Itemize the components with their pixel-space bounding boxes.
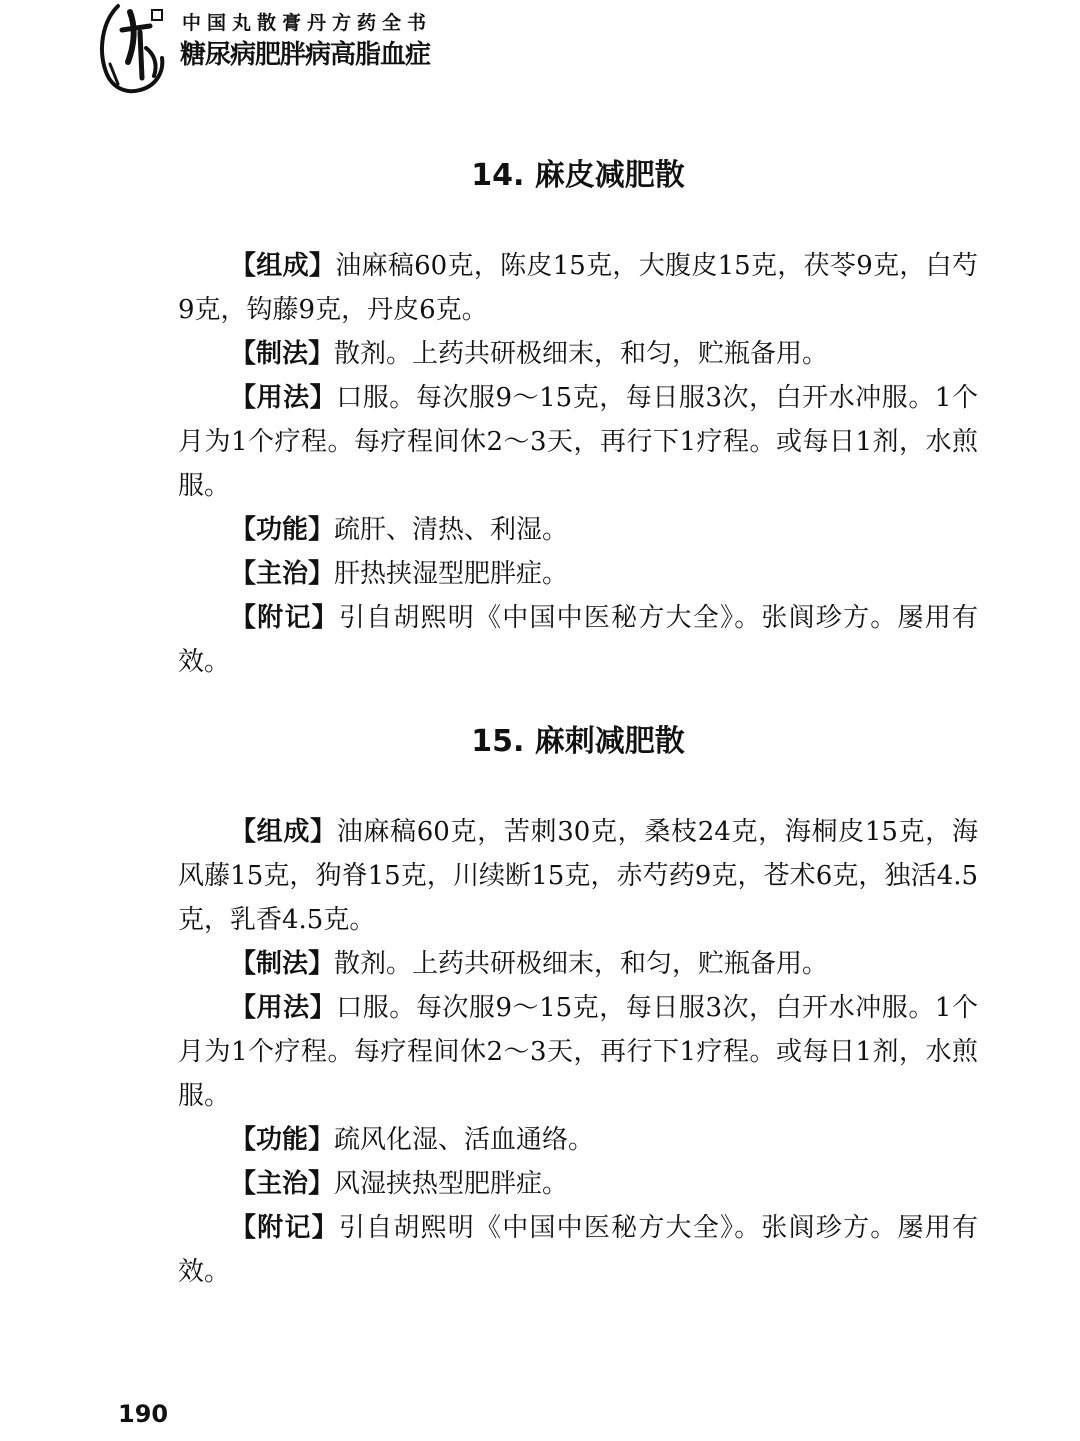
paragraph-label: 【组成】	[230, 251, 336, 281]
book-series-title: 中国丸散膏丹方药全书	[182, 12, 433, 34]
paragraph-label: 【功能】	[230, 1125, 335, 1155]
paragraph-function	[178, 508, 978, 552]
paragraph-function	[178, 1118, 978, 1162]
paragraph-label: 【主治】	[230, 559, 335, 589]
paragraph-text: 散剂。上药共研极细末，和匀，贮瓶备用。	[334, 339, 829, 369]
paragraph-preparation	[178, 942, 978, 986]
formula-section	[178, 720, 978, 1294]
paragraph-text: 油麻稿60克，苦刺30克，桑枝24克，海桐皮15克，海风藤15克，狗脊15克，川续断15克，赤芍药9克，苍术6克，独活4.5克，乳香4.5克。	[178, 817, 978, 935]
paragraph-label: 【功能】	[230, 515, 335, 545]
paragraph-label: 【制法】	[230, 339, 335, 369]
paragraph-label: 【附记】	[230, 603, 339, 633]
paragraph-composition	[178, 810, 978, 942]
page-content	[178, 140, 978, 1294]
page-number: 190	[118, 1400, 169, 1428]
paragraph-usage	[178, 986, 978, 1118]
paragraph-label: 【主治】	[230, 1169, 335, 1199]
paragraph-text: 散剂。上药共研极细末，和匀，贮瓶备用。	[334, 949, 829, 979]
paragraph-label: 【制法】	[230, 949, 335, 979]
paragraph-indication	[178, 552, 978, 596]
paragraph-label: 【用法】	[230, 383, 337, 413]
paragraph-note	[178, 596, 978, 684]
paragraph-text: 油麻稿60克，陈皮15克，大腹皮15克，茯苓9克，白芍9克，钩藤9克，丹皮6克。	[178, 251, 978, 325]
paragraph-composition	[178, 244, 978, 332]
paragraph-text: 口服。每次服9～15克，每日服3次，白开水冲服。1个月为1个疗程。每疗程间休2～3天，再行下1疗程。或每日1剂，水煎服。	[178, 993, 978, 1111]
paragraph-text: 肝热挟湿型肥胖症。	[334, 559, 569, 589]
paragraph-text: 疏风化湿、活血通络。	[334, 1125, 595, 1155]
paragraph-text: 引自胡熙明《中国中医秘方大全》。张阆珍方。屡用有效。	[178, 1213, 978, 1287]
formula-section	[178, 154, 978, 684]
paragraph-label: 【组成】	[230, 817, 337, 847]
paragraph-label: 【用法】	[230, 993, 337, 1023]
paragraph-text: 疏肝、清热、利湿。	[334, 515, 569, 545]
paragraph-text: 风湿挟热型肥胖症。	[334, 1169, 569, 1199]
paragraph-text: 口服。每次服9～15克，每日服3次，白开水冲服。1个月为1个疗程。每疗程间休2～3天，再行下1疗程。或每日1剂，水煎服。	[178, 383, 978, 501]
book-volume-title: 糖尿病肥胖病高脂血症	[180, 40, 431, 70]
paragraph-preparation	[178, 332, 978, 376]
paragraph-indication	[178, 1162, 978, 1206]
section-title: 15. 麻刺减肥散	[471, 724, 685, 759]
paragraph-usage	[178, 376, 978, 508]
paragraph-text: 引自胡熙明《中国中医秘方大全》。张阆珍方。屡用有效。	[178, 603, 978, 677]
book-logo-icon	[96, 2, 176, 98]
paragraph-label: 【附记】	[230, 1213, 339, 1243]
section-title: 14. 麻皮减肥散	[471, 158, 685, 193]
paragraph-note	[178, 1206, 978, 1294]
